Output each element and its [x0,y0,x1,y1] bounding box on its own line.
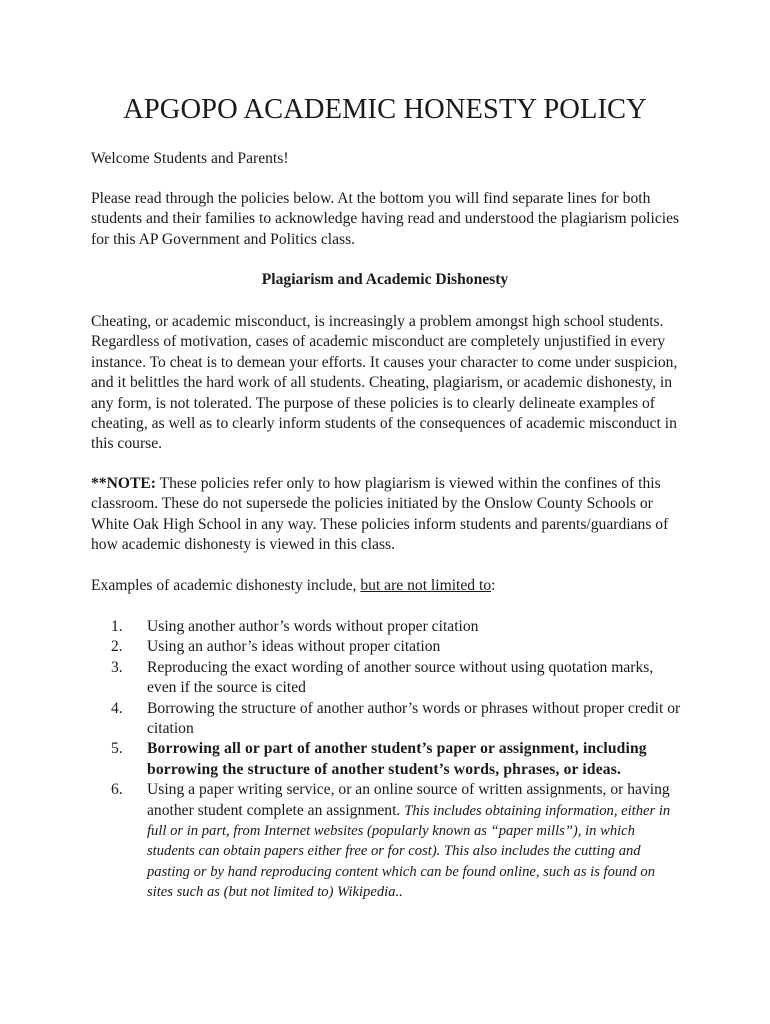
list-item [91,699,681,740]
examples-intro [91,576,681,596]
list-item-italic-text: This includes obtaining information, either in full or in part, from Internet websites (popularly known as “paper mills”), in which students can obtain papers either free or for cost). This also includes the cutting and pasting or by hand reproducing content which can be found online, such as is found on sites such as (but not limited to) Wikipedia.. [147,802,671,901]
list-item [91,739,681,780]
note-text: These policies refer only to how plagiarism is viewed within the confines of this classroom. These do not supersede the policies initiated by the Onslow County Schools or White Oak High School in any way. These policies inform students and parents/guardians of how academic dishonesty is viewed in this class. [91,475,669,554]
examples-colon: : [491,577,496,594]
list-item-text: Reproducing the exact wording of another source without using quotation marks, even if the source is cited [147,658,654,697]
examples-lead: Examples of academic dishonesty include, [91,577,361,594]
list-item-text: Using a paper writing service, or an online source of written assignments, or having another student complete an assignment. [147,781,670,819]
list-item [91,637,681,657]
list-item-number: 6. [111,781,123,799]
page-title: APGOPO ACADEMIC HONESTY POLICY [123,94,647,125]
list-item-text: Borrowing the structure of another author’s words or phrases without proper credit or citation [147,699,681,738]
examples-underlined: but are not limited to [360,577,492,594]
list-item [91,658,681,699]
note-paragraph [91,474,681,556]
list-item-number: 2. [111,638,123,656]
intro-paragraph: Please read through the policies below. At the bottom you will find separate lines for both students and their families to acknowledge having read and understood the plagiarism policies for this AP Government and Politics class. [91,190,680,248]
section-heading: Plagiarism and Academic Dishonesty [261,271,509,288]
list-item-number: 3. [111,658,123,676]
greeting: Welcome Students and Parents! [91,150,289,167]
list-item-text: Using another author’s words without proper citation [147,618,479,635]
list-item-number: 4. [111,699,123,717]
list-item-number: 5. [111,740,123,758]
examples-list [91,617,681,903]
list-item-text: Using an author’s ideas without proper citation [147,638,441,656]
body-paragraph-cheating: Cheating, or academic misconduct, is increasingly a problem amongst high school students. Regardless of motivation, cases of academic misconduct are completely unjustified in every instance. To cheat is to demean your efforts. It causes your character to come under suspicion, and it belittles the hard work of all students. Cheating, plagiarism, or academic dishonesty, in any form, is not tolerated. The purpose of these policies is to clearly delineate examples of cheating, as well as to clearly inform students of the consequences of academic misconduct in this course. [91,313,678,453]
list-item-text: Borrowing all or part of another student’s paper or assignment, including borrowing the structure of another student’s words, phrases, or ideas. [147,740,647,778]
list-item [91,617,681,637]
note-label: **NOTE: [91,475,156,492]
list-item-number: 1. [111,618,123,635]
list-item [91,780,681,902]
